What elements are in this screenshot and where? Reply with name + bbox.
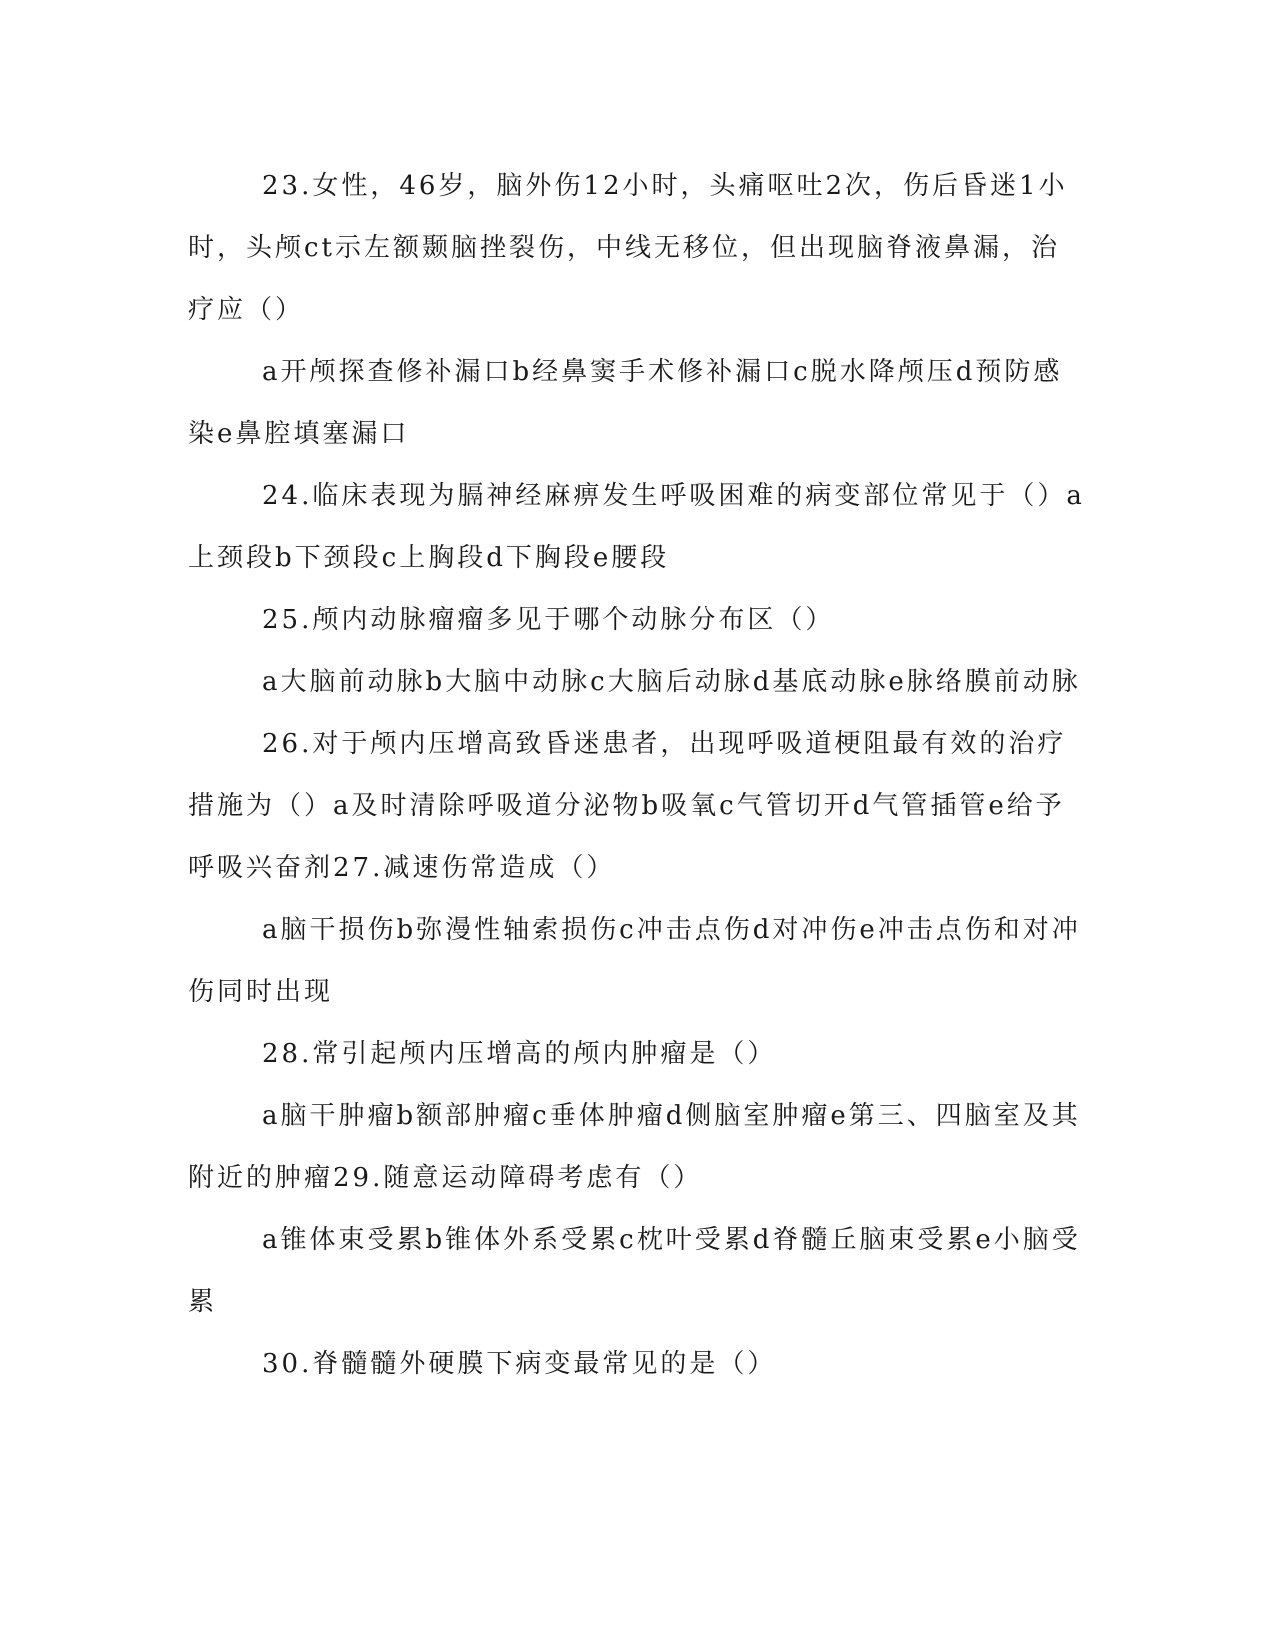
question-27-options: a脑干损伤b弥漫性轴索损伤c冲击点伤d对冲伤e冲击点伤和对冲伤同时出现 (188, 915, 1081, 1007)
question-26-27: 26.对于颅内压增高致昏迷患者，出现呼吸道梗阻最有效的治疗措施为（）a及时清除呼吸道分泌物b吸氧c气管切开d气管插管e给予呼吸兴奋剂27.减速伤常造成（） (188, 729, 1067, 883)
question-29-options: a锥体束受累b锥体外系受累c枕叶受累d脊髓丘脑束受累e小脑受累 (188, 1225, 1081, 1317)
question-25-options: a大脑前动脉b大脑中动脉c大脑后动脉d基底动脉e脉络膜前动脉 (262, 667, 1081, 697)
question-28-29: a脑干肿瘤b额部肿瘤c垂体肿瘤d侧脑室肿瘤e第三、四脑室及其附近的肿瘤29.随意运动障碍考虑有（） (188, 1101, 1081, 1193)
question-25-stem: 25.颅内动脉瘤瘤多见于哪个动脉分布区（） (262, 605, 835, 635)
question-24: 24.临床表现为膈神经麻痹发生呼吸困难的病变部位常见于（）a上颈段b下颈段c上胸段d下胸段e腰段 (188, 481, 1085, 573)
document-body (188, 155, 1088, 1395)
question-28-stem: 28.常引起颅内压增高的颅内肿瘤是（） (262, 1039, 777, 1069)
question-30-stem: 30.脊髓髓外硬膜下病变最常见的是（） (262, 1349, 777, 1379)
question-23-stem: 23.女性，46岁，脑外伤12小时，头痛呕吐2次，伤后昏迷1小时，头颅ct示左额颞脑挫裂伤，中线无移位，但出现脑脊液鼻漏，治疗应（） (188, 171, 1068, 325)
question-23-options: a开颅探查修补漏口b经鼻窦手术修补漏口c脱水降颅压d预防感染e鼻腔填塞漏口 (188, 357, 1063, 449)
